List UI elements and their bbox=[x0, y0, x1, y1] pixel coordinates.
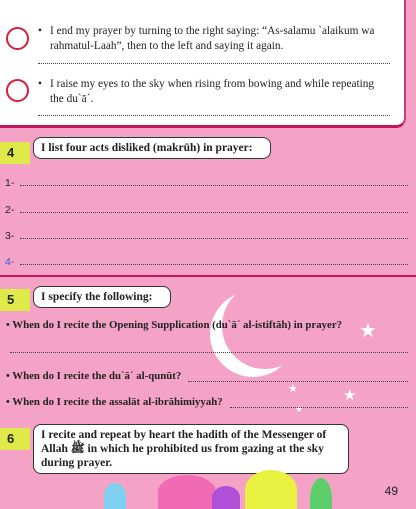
blue-dome-icon bbox=[104, 483, 126, 509]
star-icon: ★ bbox=[343, 388, 357, 404]
question-3-answer-line[interactable] bbox=[230, 407, 408, 408]
answer-line-1[interactable] bbox=[38, 63, 390, 64]
star-icon: ★ bbox=[215, 310, 224, 320]
top-exercise-panel bbox=[0, 0, 406, 128]
statement-2-text: I raise my eyes to the sky when rising from bowing and while repeating the du`ā´. bbox=[50, 78, 375, 105]
section-5-number: 5 bbox=[0, 289, 30, 311]
question-1-answer-line[interactable] bbox=[10, 352, 408, 353]
section-6-number: 6 bbox=[0, 428, 30, 450]
statement-1: • I end my prayer by turning to the right saying: “As-salamu `alaikum wa rahmatul-Laah”, then to the left and saying it again. bbox=[38, 24, 390, 54]
dislike-line-2[interactable] bbox=[20, 212, 408, 213]
line-3-label: 3- bbox=[5, 230, 15, 242]
section-divider bbox=[0, 275, 416, 277]
question-2-answer-line[interactable] bbox=[188, 381, 408, 382]
star-icon: ★ bbox=[288, 383, 298, 395]
line-2-label: 2- bbox=[5, 204, 15, 216]
statement-2: • I raise my eyes to the sky when rising from bowing and while repeating the du`ā´. bbox=[38, 77, 390, 107]
answer-circle-1[interactable] bbox=[6, 27, 29, 50]
statement-1-text: I end my prayer by turning to the right saying: “As-salamu `alaikum wa rahmatul-Laah”, then to the left and saying it again. bbox=[50, 25, 375, 52]
yellow-dome-icon bbox=[245, 470, 297, 509]
pink-dome-icon bbox=[158, 475, 216, 509]
section-6-title: I recite and repeat by heart the hadith of the Messenger of Allah ﷺ in which he prohibited us from gazing at the sky during prayer. bbox=[33, 424, 349, 474]
purple-dome-icon bbox=[212, 486, 240, 509]
answer-circle-2[interactable] bbox=[6, 79, 29, 102]
dislike-line-3[interactable] bbox=[20, 238, 408, 239]
question-3: • When do I recite the assalāt al-ibrāhimiyyah? bbox=[6, 396, 223, 408]
dislike-line-4[interactable] bbox=[20, 264, 408, 265]
star-icon: ★ bbox=[359, 320, 377, 342]
line-1-label: 1- bbox=[5, 177, 15, 189]
question-2: • When do I recite the du`ā´ al-qunūt? bbox=[6, 370, 182, 382]
green-minaret-icon bbox=[310, 478, 332, 509]
section-4-title: I list four acts disliked (makrūh) in prayer: bbox=[33, 137, 271, 159]
dislike-line-1[interactable] bbox=[20, 185, 408, 186]
star-icon: ★ bbox=[295, 404, 304, 414]
answer-line-2[interactable] bbox=[38, 115, 390, 116]
section-5-title: I specify the following: bbox=[33, 286, 171, 308]
line-4-label: 4- bbox=[5, 256, 15, 268]
section-4-number: 4 bbox=[0, 142, 30, 164]
page-number: 49 bbox=[384, 484, 398, 498]
question-1: • When do I recite the Opening Supplication (du`ā´ al-istiftāh) in prayer? bbox=[6, 319, 343, 331]
